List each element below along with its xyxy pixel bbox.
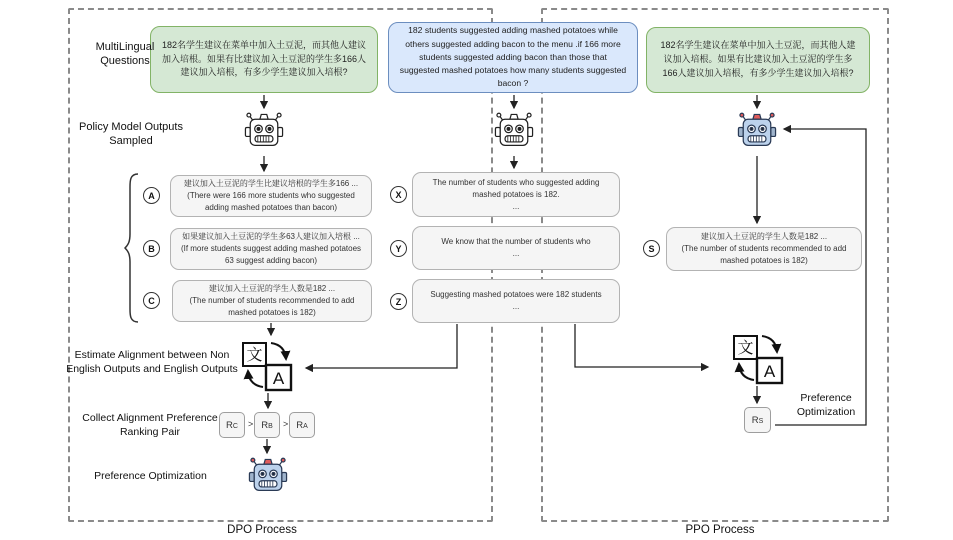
output-line-en: The number of students who suggested adding mashed potatoes is 182.	[432, 177, 600, 199]
rank-sub: S	[758, 417, 764, 425]
svg-text:A: A	[763, 362, 776, 381]
output-label-circle-x	[390, 186, 407, 203]
label-estimate-alignment: Estimate Alignment between Non English Outputs and English Outputs	[66, 349, 238, 375]
rank-main: R	[261, 419, 269, 431]
gt-separator: >	[248, 419, 254, 429]
output-line-zh: 建议加入土豆泥的学生比建议培根的学生多166 ...	[183, 179, 359, 188]
robot-icon-policy-left	[242, 111, 286, 155]
question-box-chinese-left	[150, 26, 378, 93]
output-label-circle-a	[143, 187, 160, 204]
rank-sub: B	[268, 422, 273, 430]
label-collect-ranking: Collect Alignment Preference Ranking Pair	[82, 412, 218, 438]
output-box-c	[172, 280, 372, 322]
output-ellipsis: ...	[512, 249, 520, 258]
rank-box-ra	[289, 412, 315, 438]
question-box-chinese-right	[646, 27, 870, 93]
output-line-zh: 如果建议加入土豆泥的学生多63人建议加入培根 ...	[182, 232, 360, 241]
output-box-a	[170, 175, 372, 217]
svg-text:文: 文	[246, 347, 263, 364]
output-label-circle-s	[643, 240, 660, 257]
output-box-s	[666, 227, 862, 271]
brace-left-outputs	[124, 172, 140, 329]
robot-icon-ppo-policy	[735, 111, 779, 155]
output-box-y	[412, 226, 620, 270]
svg-text:A: A	[272, 369, 285, 388]
rank-box-rb	[254, 412, 280, 438]
robot-icon-dpo-optimized	[246, 456, 290, 500]
question-text: 182名学生建议在菜单中加入土豆泥，而其他人建议加入培根。如果有比建议加入土豆泥的学生多166人建议加入培根，有多少学生建议加入培根?	[161, 39, 367, 78]
output-line-en: We know that the number of students who	[441, 237, 591, 246]
output-box-z	[412, 279, 620, 323]
translate-icon-ppo	[731, 331, 785, 390]
dpo-process-label: DPO Process	[227, 524, 297, 536]
label-preference-optimization-left: Preference Optimization	[94, 470, 207, 482]
circle-letter: Y	[395, 243, 402, 254]
output-label-circle-y	[390, 240, 407, 257]
circle-letter: Z	[395, 296, 402, 307]
svg-text:文: 文	[737, 340, 754, 357]
reward-box-rs	[744, 407, 771, 433]
label-multilingual-questions: MultiLingual Questions	[95, 41, 155, 68]
output-line-en: (There were 166 more students who suggested adding mashed potatoes than bacon)	[187, 191, 355, 212]
circle-letter: S	[648, 243, 655, 254]
rank-box-rc	[219, 412, 245, 438]
question-text: 182 students suggested adding mashed potatoes while others suggested adding bacon to the menu .if 166 more students suggested adding bacon than those that suggested mashed potatoes how many students suggested bacon ?	[399, 25, 627, 89]
output-label-circle-c	[143, 292, 160, 309]
circle-letter: X	[395, 189, 402, 200]
rank-sub: A	[303, 422, 308, 430]
output-ellipsis: ...	[512, 201, 520, 211]
output-ellipsis: ...	[512, 302, 520, 311]
output-label-circle-b	[143, 240, 160, 257]
ppo-process-label: PPO Process	[685, 524, 755, 536]
output-box-x	[412, 172, 620, 217]
question-text: 182名学生建议在菜单中加入土豆泥，而其他人建议加入培根。如果有比建议加入土豆泥的学生多166人建议加入培根，有多少学生建议加入培根?	[660, 40, 856, 78]
rank-main: R	[751, 414, 759, 426]
label-policy-model: Policy Model Outputs Sampled	[79, 121, 183, 148]
gt-separator: >	[283, 419, 289, 429]
question-box-english-center	[388, 22, 638, 93]
label-preference-optimization-right: Preference Optimization	[796, 392, 856, 418]
rank-main: R	[296, 419, 304, 431]
circle-letter: B	[148, 243, 155, 254]
output-label-circle-z	[390, 293, 407, 310]
robot-icon-policy-center	[492, 111, 536, 155]
output-line-en: Suggesting mashed potatoes were 182 students	[430, 290, 602, 299]
output-box-b	[170, 228, 372, 270]
output-line-en: (If more students suggest adding mashed potatoes 63 suggest adding bacon)	[180, 244, 362, 265]
translate-icon-dpo	[240, 338, 294, 397]
output-line-en: (The number of students recommended to add mashed potatoes is 182)	[681, 244, 847, 265]
circle-letter: A	[148, 190, 155, 201]
output-line-zh: 建议加入土豆泥的学生人数是182 ...	[700, 232, 828, 241]
circle-letter: C	[148, 295, 155, 306]
rank-main: R	[226, 419, 233, 431]
output-line-zh: 建议加入土豆泥的学生人数是182 ...	[208, 284, 336, 293]
output-line-en: (The number of students recommended to add mashed potatoes is 182)	[189, 296, 355, 317]
rank-sub: C	[232, 422, 238, 430]
